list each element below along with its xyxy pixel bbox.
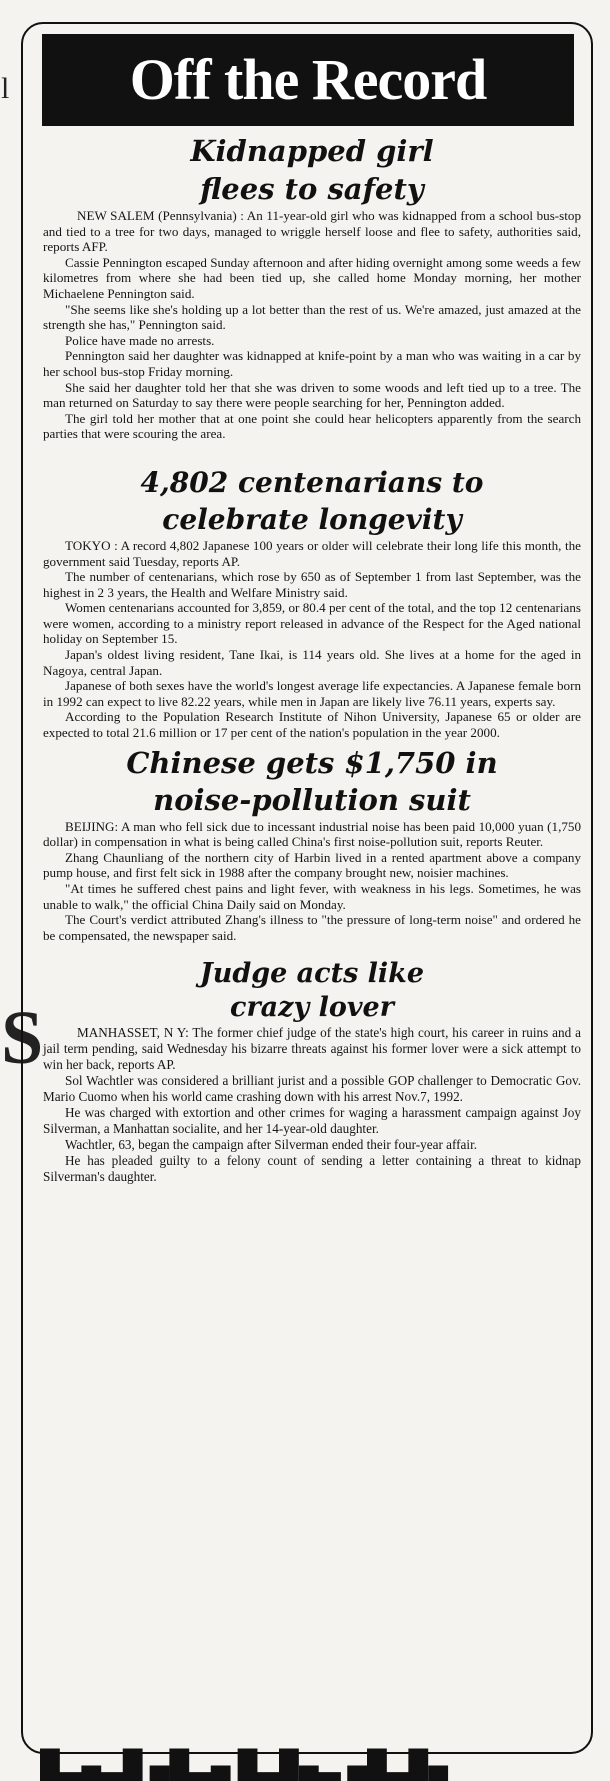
paragraph: Wachtler, 63, began the campaign after Silverman ended their four-year affair.: [65, 1137, 478, 1153]
headline-line: noise-pollution suit: [153, 782, 471, 817]
story-body: [43, 538, 581, 741]
paragraph: Pennington said her daughter was kidnapped at knife-point by a man who was waiting in a car by her school bus-stop Friday morning.: [43, 348, 581, 379]
headline-line: flees to safety: [200, 172, 424, 206]
next-article-headline-fragment: █▂▄▂█ ▄█▂▄ █▂█▄▂ ▄█▂█▄: [40, 1750, 449, 1781]
paragraph: Japan's oldest living resident, Tane Ikai, is 114 years old. She lives at a home for the aged in Nagoya, central Japan.: [43, 647, 581, 678]
headline-line: crazy lover: [230, 992, 394, 1024]
story-headline: [43, 957, 581, 1025]
paragraph: The girl told her mother that at one point she could hear helicopters apparently from the search parties that were scouring the area.: [43, 410, 581, 442]
paragraph: The Court's verdict attributed Zhang's illness to "the pressure of long-term noise" and ordered he be compensated, the newspaper said.: [43, 912, 581, 943]
paragraph: BEIJING: A man who fell sick due to incessant industrial noise has been paid 10,000 yuan (1,750 dollar) in compensation in what is being called China's first noise-pollution suit, reports Reuter.: [43, 818, 581, 850]
paragraph: Police have made no arrests.: [65, 332, 215, 348]
story-centenarians: [23, 464, 591, 741]
paragraph: NEW SALEM (Pennsylvania) : An 11-year-old girl who was kidnapped from a school bus-stop and tied to a tree for two days, managed to wriggle herself loose and flee to safety, authorities said, reports AFP.: [43, 208, 581, 255]
paragraph: She said her daughter told her that she was driven to some woods and left tied up to a tree. The man returned on Saturday to say there were people searching for her, Pennington added.: [43, 379, 581, 411]
adjacent-column-fragment: S: [1, 996, 44, 1080]
off-the-record-box: [21, 22, 593, 1754]
masthead: Off the Record: [42, 34, 574, 126]
story-kidnapped-girl: [23, 132, 591, 442]
story-noise-pollution: [23, 745, 591, 944]
story-headline: [43, 132, 581, 208]
story-body: [43, 819, 581, 944]
paragraph: According to the Population Research Institute of Nihon University, Japanese 65 or older are expected to total 21.6 million or 17 per cent of the nation's population in the year 2000.: [43, 709, 581, 741]
headline-line: 4,802 centenarians to: [140, 465, 484, 499]
story-headline: [43, 745, 581, 819]
paragraph: Japanese of both sexes have the world's longest average life expectancies. A Japanese female born in 1992 can expect to live 82.22 years, while men in Japan are likely live 76.11 years, experts say.: [43, 678, 581, 709]
paragraph: Sol Wachtler was considered a brilliant jurist and a possible GOP challenger to Democratic Gov. Mario Cuomo when his world came crashing down with his arrest Nov.7, 1992.: [43, 1073, 581, 1105]
headline-line: Chinese gets $1,750 in: [126, 745, 498, 780]
paragraph: Zhang Chaunliang of the northern city of Harbin lived in a rented apartment above a company pump house, and first felt sick in 1988 after the company brought new, noisier machines.: [43, 849, 581, 881]
story-headline: [43, 464, 581, 538]
paragraph: MANHASSET, N Y: The former chief judge of the state's high court, his career in ruins and a jail term pending, said Wednesday his bizarre threats against his former lover were a sick attempt to win her back, reports AP.: [43, 1025, 581, 1073]
paragraph: Cassie Pennington escaped Sunday afternoon and after hiding overnight among some weeds a few kilometres from where she had been tied up, she called home Monday morning, her mother Michaelene Pennington said.: [43, 254, 581, 301]
paragraph: TOKYO : A record 4,802 Japanese 100 years or older will celebrate their long life this month, the government said Tuesday, reports AP.: [43, 537, 581, 569]
paragraph: Women centenarians accounted for 3,859, or 80.4 per cent of the total, and the top 12 centenarians were women, according to a ministry report released in advance of the Respect for the Aged national holiday on September 15.: [43, 600, 581, 647]
headline-line: Kidnapped girl: [190, 134, 434, 168]
paragraph: He has pleaded guilty to a felony count of sending a letter containing a threat to kidnap Silverman's daughter.: [43, 1153, 581, 1185]
story-judge: [23, 957, 591, 1185]
paragraph: "At times he suffered chest pains and light fever, with weakness in his legs. Sometimes, he was unable to walk," the official China Daily said on Monday.: [43, 881, 581, 912]
headline-line: celebrate longevity: [162, 502, 462, 536]
adjacent-column-fragment: l: [1, 72, 10, 105]
paragraph: "She seems like she's holding up a lot better than the rest of us. We're amazed, just amazed at the strength she has," Pennington said.: [43, 301, 581, 333]
story-body: [43, 1025, 581, 1185]
headline-line: Judge acts like: [199, 958, 425, 990]
paragraph: He was charged with extortion and other crimes for waging a harassment campaign against Joy Silverman, a Manhattan socialite, and her 14-year-old daughter.: [43, 1105, 581, 1137]
paragraph: The number of centenarians, which rose by 650 as of September 1 from last September, was the highest in 2 3 years, the Health and Welfare Ministry said.: [43, 569, 581, 600]
story-body: [43, 208, 581, 442]
